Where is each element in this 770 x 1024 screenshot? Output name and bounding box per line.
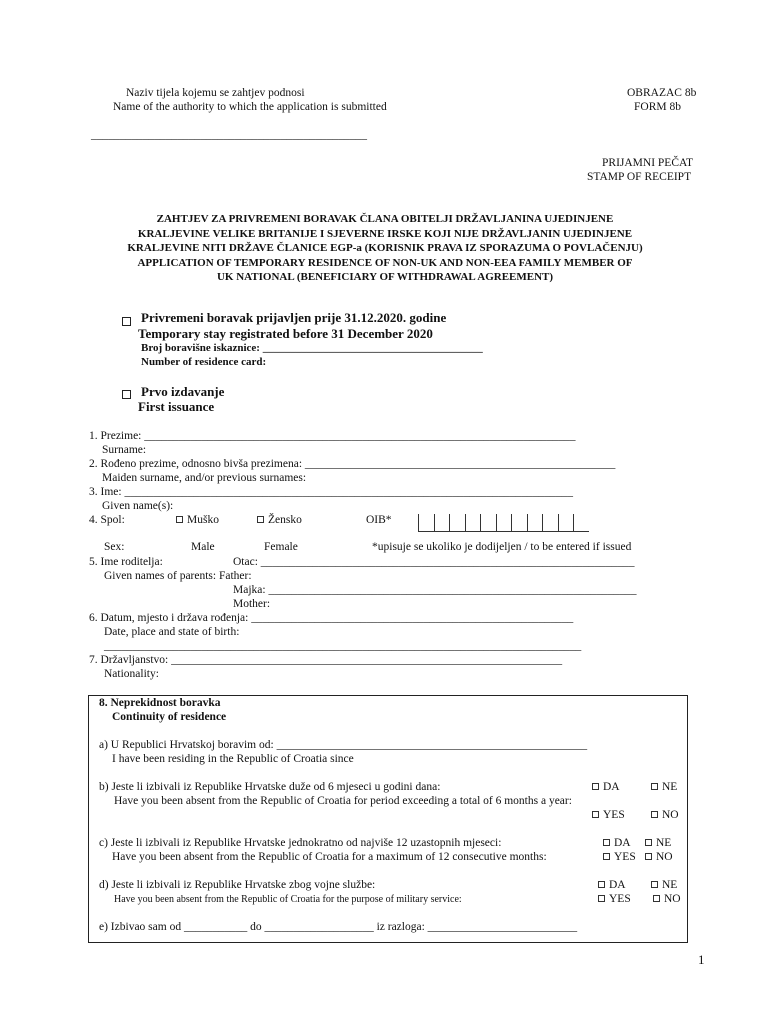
birth-surname-field[interactable]: 2. Rođeno prezime, odnosno bivša prezimena: ______________________________________________________ bbox=[89, 458, 616, 470]
absent-6-months-question-hr: b) Jeste li izbivali iz Republike Hrvatske duže od 6 mjeseci u godini dana: bbox=[99, 781, 441, 793]
form-number-hr: OBRAZAC 8b bbox=[627, 87, 697, 99]
military-service-da-checkbox[interactable] bbox=[598, 879, 626, 891]
authority-label-en: Name of the authority to which the application is submitted bbox=[113, 101, 387, 113]
male-label-hr: Muško bbox=[187, 514, 219, 526]
military-service-question-hr: d) Jeste li izbivali iz Republike Hrvatske zbog vojne službe: bbox=[99, 879, 376, 891]
given-name-label-en: Given name(s): bbox=[102, 500, 174, 512]
absent-6-months-yes-checkbox[interactable] bbox=[592, 809, 625, 821]
female-checkbox[interactable] bbox=[257, 514, 302, 526]
ne-label: NE bbox=[656, 837, 672, 849]
parents-label-hr: 5. Ime roditelja: bbox=[89, 556, 163, 568]
male-checkbox[interactable] bbox=[176, 514, 219, 526]
nationality-label-en: Nationality: bbox=[104, 668, 159, 680]
military-service-question-en: Have you been absent from the Republic of Croatia for the purpose of military service: bbox=[114, 894, 462, 905]
birth-surname-label-en: Maiden surname, and/or previous surnames: bbox=[102, 472, 307, 484]
stamp-label-hr: PRIJAMNI PEČAT bbox=[602, 157, 694, 169]
absent-6-months-ne-checkbox[interactable] bbox=[651, 781, 677, 793]
given-name-field[interactable]: 3. Ime: ______________________________________________________________________________ bbox=[89, 486, 573, 498]
title-line-5: UK NATIONAL (BENEFICIARY OF WITHDRAWAL AGREEMENT) bbox=[216, 271, 554, 283]
residence-card-label-en: Number of residence card: bbox=[141, 356, 267, 368]
sex-label-en: Sex: bbox=[104, 541, 125, 553]
da-label: DA bbox=[614, 837, 631, 849]
option-first-issuance-label-hr: Prvo izdavanje bbox=[141, 384, 225, 399]
absent-12-months-question-en: Have you been absent from the Republic of Croatia for a maximum of 12 consecutive months: bbox=[112, 851, 547, 863]
option-registered-checkbox[interactable] bbox=[122, 313, 131, 331]
da-label: DA bbox=[603, 781, 620, 793]
birth-data-field-line-2[interactable]: ___________________________________________________________________________________ bbox=[104, 640, 582, 652]
da-label: DA bbox=[609, 879, 626, 891]
option-registered-label-hr: Privremeni boravak prijavljen prije 31.12.2020. godine bbox=[141, 310, 447, 325]
birth-data-label-en: Date, place and state of birth: bbox=[104, 626, 240, 638]
authority-input-line[interactable]: ________________________________________________ bbox=[91, 129, 367, 141]
male-label-en: Male bbox=[191, 541, 215, 553]
option-first-issuance-label-en: First issuance bbox=[138, 399, 215, 414]
residence-card-field[interactable]: Broj boravišne iskaznice: ________________________________________ bbox=[141, 342, 483, 354]
absent-12-months-no-checkbox[interactable] bbox=[645, 851, 673, 863]
birth-data-field[interactable]: 6. Datum, mjesto i država rođenja: ________________________________________________________ bbox=[89, 612, 574, 624]
no-label: NO bbox=[662, 809, 679, 821]
option-registered-label-en: Temporary stay registrated before 31 December 2020 bbox=[138, 326, 433, 341]
no-label: NO bbox=[664, 893, 681, 905]
residing-since-field[interactable]: a) U Republici Hrvatskoj boravim od: ______________________________________________________ bbox=[99, 739, 588, 751]
yes-label: YES bbox=[614, 851, 636, 863]
title-line-4: APPLICATION OF TEMPORARY RESIDENCE OF NON-UK AND NON-EEA FAMILY MEMBER OF bbox=[137, 256, 633, 269]
military-service-ne-checkbox[interactable] bbox=[651, 879, 677, 891]
female-label-hr: Žensko bbox=[268, 514, 302, 526]
military-service-no-checkbox[interactable] bbox=[653, 893, 681, 905]
residing-since-label-en: I have been residing in the Republic of Croatia since bbox=[112, 753, 354, 765]
surname-label-en: Surname: bbox=[102, 444, 147, 456]
surname-field[interactable]: 1. Prezime: ___________________________________________________________________________ bbox=[89, 430, 576, 442]
ne-label: NE bbox=[662, 879, 678, 891]
option-first-issuance-checkbox[interactable] bbox=[122, 386, 131, 404]
father-field[interactable]: Otac: _________________________________________________________________ bbox=[233, 556, 635, 568]
title-line-1: ZAHTJEV ZA PRIVREMENI BORAVAK ČLANA OBITELJI DRŽAVLJANINA UJEDINJENE bbox=[156, 213, 614, 225]
female-label-en: Female bbox=[264, 541, 298, 553]
absent-12-months-ne-checkbox[interactable] bbox=[645, 837, 671, 849]
yes-label: YES bbox=[603, 809, 625, 821]
form-number-en: FORM 8b bbox=[634, 101, 681, 113]
absent-6-months-da-checkbox[interactable] bbox=[592, 781, 620, 793]
mother-field[interactable]: Majka: ________________________________________________________________ bbox=[233, 584, 637, 596]
parents-label-en: Given names of parents: Father: bbox=[104, 570, 252, 582]
no-label: NO bbox=[656, 851, 673, 863]
authority-label-hr: Naziv tijela kojemu se zahtjev podnosi bbox=[126, 87, 305, 99]
oib-note: *upisuje se ukoliko je dodijeljen / to be entered if issued bbox=[372, 541, 632, 553]
absent-12-months-da-checkbox[interactable] bbox=[603, 837, 631, 849]
page-number: 1 bbox=[698, 952, 705, 967]
military-service-yes-checkbox[interactable] bbox=[598, 893, 631, 905]
absence-period-field[interactable]: e) Izbivao sam od ___________ do ___________________ iz razloga: __________________________ bbox=[99, 921, 578, 933]
stamp-label-en: STAMP OF RECEIPT bbox=[587, 171, 692, 183]
sex-label-hr: 4. Spol: bbox=[89, 514, 125, 526]
ne-label: NE bbox=[662, 781, 678, 793]
absent-12-months-question-hr: c) Jeste li izbivali iz Republike Hrvatske jednokratno od najviše 12 uzastopnih mjeseci: bbox=[99, 837, 502, 849]
section8-title-en: Continuity of residence bbox=[112, 711, 227, 723]
form-title bbox=[60, 212, 710, 285]
yes-label: YES bbox=[609, 893, 631, 905]
title-line-3: KRALJEVINE NITI DRŽAVE ČLANICE EGP-a (KORISNIK PRAVA IZ SPORAZUMA O POVLAČENJU) bbox=[127, 242, 643, 254]
mother-label-en: Mother: bbox=[233, 598, 271, 610]
oib-label: OIB* bbox=[366, 514, 392, 526]
section8-title-hr: 8. Neprekidnost boravka bbox=[99, 697, 221, 709]
nationality-field[interactable]: 7. Državljanstvo: ____________________________________________________________________ bbox=[89, 654, 563, 666]
title-line-2: KRALJEVINE VELIKE BRITANIJE I SJEVERNE IRSKE KOJI NIJE DRŽAVLJANIN UJEDINJENE bbox=[137, 227, 633, 240]
oib-digit-boxes[interactable] bbox=[418, 514, 589, 532]
absent-6-months-question-en: Have you been absent from the Republic of Croatia for period exceeding a total of 6 months a year: bbox=[114, 795, 572, 807]
absent-12-months-yes-checkbox[interactable] bbox=[603, 851, 636, 863]
absent-6-months-no-checkbox[interactable] bbox=[651, 809, 679, 821]
